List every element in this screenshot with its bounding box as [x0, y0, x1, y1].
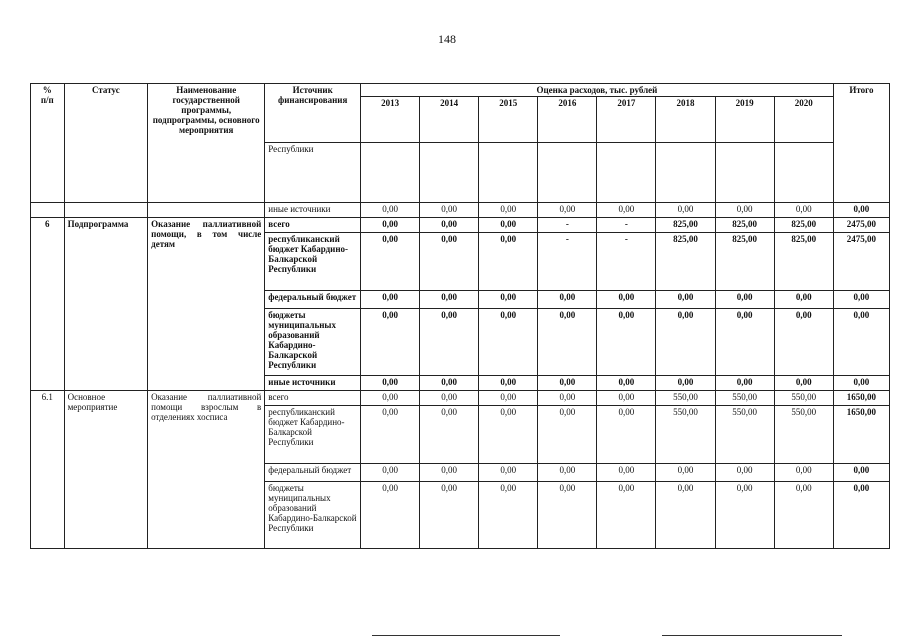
value-cell: 0,00	[479, 464, 538, 482]
value-cell: 825,00	[774, 218, 833, 233]
value-cell: 0,00	[361, 376, 420, 391]
value-cell: 0,00	[361, 218, 420, 233]
value-cell: 0,00	[538, 406, 597, 464]
header-year: 2018	[656, 97, 715, 143]
value-cell: 0,00	[420, 482, 479, 549]
value-cell: 0,00	[538, 203, 597, 218]
source-cell: всего	[265, 218, 361, 233]
value-cell: 825,00	[715, 218, 774, 233]
value-cell: 0,00	[715, 203, 774, 218]
source-cell: Республики	[265, 143, 361, 203]
value-cell: 0,00	[361, 391, 420, 406]
value-cell: 0,00	[420, 309, 479, 376]
value-cell: 0,00	[361, 309, 420, 376]
source-cell: федеральный бюджет	[265, 291, 361, 309]
header-year: 2016	[538, 97, 597, 143]
status-cell: Подпрограмма	[64, 218, 148, 391]
value-cell: 0,00	[597, 464, 656, 482]
value-cell: 0,00	[479, 233, 538, 291]
value-cell: 0,00	[774, 464, 833, 482]
value-cell: 0,00	[361, 464, 420, 482]
value-cell: 0,00	[597, 482, 656, 549]
value-cell: 0,00	[420, 406, 479, 464]
value-cell: 0,00	[656, 464, 715, 482]
value-cell: 550,00	[774, 391, 833, 406]
value-cell: 0,00	[774, 376, 833, 391]
value-cell: -	[597, 233, 656, 291]
source-cell: федеральный бюджет	[265, 464, 361, 482]
value-cell: 0,00	[656, 203, 715, 218]
value-cell: 0,00	[538, 309, 597, 376]
value-cell: 825,00	[656, 218, 715, 233]
value-cell: 0,00	[361, 233, 420, 291]
value-cell: 0,00	[538, 291, 597, 309]
value-cell: -	[597, 218, 656, 233]
total-cell: 2475,00	[833, 218, 889, 233]
value-cell: 0,00	[420, 391, 479, 406]
page-number: 148	[438, 32, 456, 46]
value-cell: 0,00	[538, 391, 597, 406]
value-cell: 550,00	[715, 391, 774, 406]
value-cell: 0,00	[715, 376, 774, 391]
value-cell: 0,00	[420, 291, 479, 309]
header-year: 2014	[420, 97, 479, 143]
value-cell: 0,00	[361, 482, 420, 549]
value-cell: 550,00	[774, 406, 833, 464]
value-cell: 550,00	[715, 406, 774, 464]
value-cell: 550,00	[656, 406, 715, 464]
value-cell: 0,00	[656, 309, 715, 376]
value-cell: 0,00	[774, 482, 833, 549]
header-year: 2013	[361, 97, 420, 143]
total-cell: 0,00	[833, 376, 889, 391]
measure-name-cell: Оказание паллиативной помощи, в том числе детям	[148, 218, 265, 391]
status-cell: Основное мероприятие	[64, 391, 148, 549]
value-cell: 0,00	[538, 464, 597, 482]
value-cell: 0,00	[597, 391, 656, 406]
header-year: 2020	[774, 97, 833, 143]
value-cell: 0,00	[420, 203, 479, 218]
value-cell: 0,00	[420, 218, 479, 233]
total-cell: 2475,00	[833, 233, 889, 291]
value-cell: 0,00	[597, 376, 656, 391]
scan-artifacts	[0, 620, 905, 640]
source-cell: иные источники	[265, 203, 361, 218]
total-cell: 0,00	[833, 309, 889, 376]
value-cell: -	[538, 218, 597, 233]
value-cell: 0,00	[479, 291, 538, 309]
value-cell: 0,00	[479, 309, 538, 376]
value-cell: 0,00	[361, 291, 420, 309]
expenditure-table	[30, 83, 890, 549]
value-cell: 0,00	[656, 376, 715, 391]
measure-name-cell: Оказание паллиативной помощи взрослым в отделениях хосписа	[148, 391, 265, 549]
value-cell: 0,00	[715, 309, 774, 376]
source-cell: республиканский бюджет Кабардино-Балкарской Республики	[265, 406, 361, 464]
row-number: 6	[31, 218, 65, 391]
value-cell: 0,00	[656, 291, 715, 309]
value-cell: 0,00	[597, 309, 656, 376]
value-cell: 0,00	[361, 406, 420, 464]
value-cell: 0,00	[538, 376, 597, 391]
source-cell: всего	[265, 391, 361, 406]
value-cell: 825,00	[656, 233, 715, 291]
value-cell: 550,00	[656, 391, 715, 406]
header-year: 2017	[597, 97, 656, 143]
value-cell: 0,00	[479, 218, 538, 233]
value-cell: 0,00	[479, 376, 538, 391]
value-cell: 0,00	[597, 291, 656, 309]
total-cell: 0,00	[833, 464, 889, 482]
value-cell: -	[538, 233, 597, 291]
header-status: Статус	[64, 84, 148, 203]
header-name: Наименование государственной программы, подпрограммы, основного мероприятия	[148, 84, 265, 203]
value-cell: 0,00	[715, 464, 774, 482]
total-cell: 0,00	[833, 291, 889, 309]
value-cell: 0,00	[774, 291, 833, 309]
value-cell: 0,00	[479, 482, 538, 549]
value-cell: 0,00	[361, 203, 420, 218]
value-cell: 0,00	[420, 233, 479, 291]
value-cell: 0,00	[420, 464, 479, 482]
value-cell: 0,00	[538, 482, 597, 549]
value-cell: 0,00	[715, 291, 774, 309]
header-source: Источник финансирования	[265, 84, 361, 143]
total-cell: 1650,00	[833, 391, 889, 406]
value-cell: 0,00	[774, 309, 833, 376]
value-cell: 825,00	[715, 233, 774, 291]
value-cell: 0,00	[479, 391, 538, 406]
value-cell: 0,00	[597, 406, 656, 464]
value-cell: 0,00	[479, 406, 538, 464]
total-cell: 0,00	[833, 203, 889, 218]
total-cell: 1650,00	[833, 406, 889, 464]
header-estimate: Оценка расходов, тыс. рублей	[361, 84, 834, 97]
source-cell: республиканский бюджет Кабардино-Балкарской Республики	[265, 233, 361, 291]
value-cell: 0,00	[656, 482, 715, 549]
value-cell: 0,00	[420, 376, 479, 391]
header-year: 2015	[479, 97, 538, 143]
value-cell: 0,00	[597, 203, 656, 218]
value-cell: 825,00	[774, 233, 833, 291]
header-year: 2019	[715, 97, 774, 143]
source-cell: бюджеты муниципальных образований Кабардино-Балкарской Республики	[265, 309, 361, 376]
row-number: 6.1	[31, 391, 65, 549]
source-cell: иные источники	[265, 376, 361, 391]
value-cell: 0,00	[774, 203, 833, 218]
value-cell: 0,00	[715, 482, 774, 549]
header-num: % п/п	[31, 84, 65, 203]
header-total: Итого	[833, 84, 889, 203]
total-cell: 0,00	[833, 482, 889, 549]
source-cell: бюджеты муниципальных образований Кабардино-Балкарской Республики	[265, 482, 361, 549]
value-cell: 0,00	[479, 203, 538, 218]
